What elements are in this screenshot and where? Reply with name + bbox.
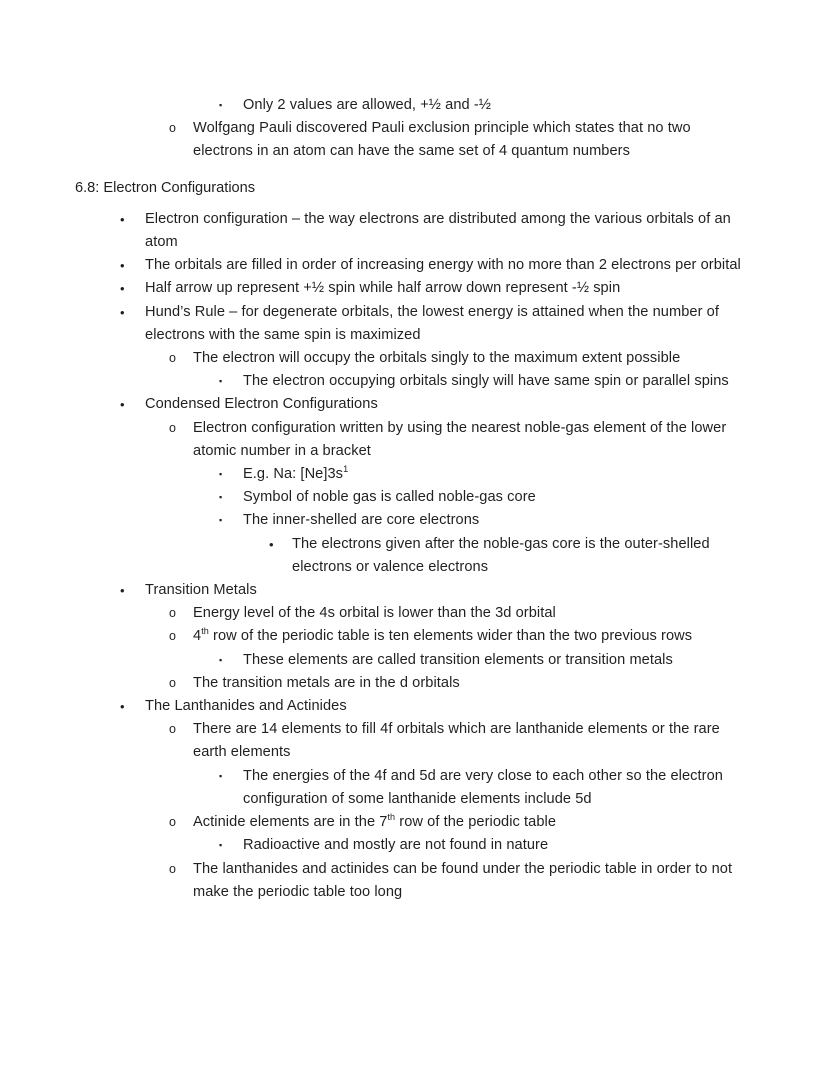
list-item [75,811,753,834]
bullet-square-icon: ▪ [219,376,223,387]
list-item-text: Only 2 values are allowed, +½ and -½ [243,97,492,113]
superscript: 1 [343,464,349,475]
list-item [75,695,753,718]
list-item [75,718,753,764]
list-item-text [193,811,753,834]
list-item [75,649,753,672]
bullet-circle-outline-icon: o [169,722,177,737]
list-item [75,509,753,532]
list-item-text: The lanthanides and actinides can be found under the periodic table in order to not make the periodic table too long [193,860,733,900]
list-item [75,858,753,904]
list-item-text: Half arrow up represent +½ spin while half arrow down represent -½ spin [145,280,621,297]
list-item-text: The inner-shelled are core electrons [243,512,480,529]
text-pre: Actinide elements are in the 7 [193,814,388,831]
list-item-text: Condensed Electron Configurations [145,396,378,413]
document-body [75,94,753,904]
list-item-text [193,625,753,648]
list-item-text: Hund’s Rule – for degenerate orbitals, the lowest energy is attained when the number of electrons with the same spin is maximized [145,303,719,343]
list-item [75,765,753,811]
bullet-dot-icon: • [120,281,125,297]
list-item [75,672,753,695]
text-pre: 4 [193,628,202,645]
bullet-dot-icon: • [120,397,125,413]
bullet-circle-outline-icon: o [169,815,177,830]
list-item [75,117,753,163]
list-item-text: The energies of the 4f and 5d are very close to each other so the electron configuration of some lanthanide elements include 5d [243,767,723,807]
list-item-text: Radioactive and mostly are not found in nature [243,837,549,854]
bullet-square-icon: ▪ [219,515,223,526]
text-post: row of the periodic table is ten elements wider than the two previous rows [208,628,693,645]
list-item [75,254,753,277]
list-item [75,486,753,509]
list-item-text: Energy level of the 4s orbital is lower than the 3d orbital [193,605,556,622]
bullet-dot-icon: • [120,304,125,320]
bullet-square-icon: ▪ [219,492,223,503]
list-item [75,533,753,579]
list-item [75,94,753,117]
list-item-text: The Lanthanides and Actinides [145,698,347,715]
bullet-dot-icon: • [120,211,125,227]
list-item [75,625,753,648]
bullet-square-icon: ▪ [219,469,223,480]
list-item-text: Wolfgang Pauli discovered Pauli exclusion principle which states that no two electrons in an atom can have the same set of 4 quantum numbers [193,120,691,160]
list-item-text: The transition metals are in the d orbitals [193,674,460,691]
bullet-square-icon: ▪ [219,654,223,665]
bullet-dot-icon: • [120,583,125,599]
list-item [75,393,753,416]
bullet-circle-outline-icon: o [169,606,177,621]
superscript: th [387,812,396,823]
list-item-text: The electrons given after the noble-gas core is the outer-shelled electrons or valence electrons [292,535,710,575]
list-item-text: Symbol of noble gas is called noble-gas core [243,489,536,506]
bullet-square-icon: ▪ [219,840,223,851]
list-item [75,208,753,254]
list-item-text: Transition Metals [145,582,257,599]
list-item [75,370,753,393]
spacer [75,200,753,208]
list-item [75,579,753,602]
list-item-text: The electron occupying orbitals singly will have same spin or parallel spins [243,373,729,390]
list-item-text [243,463,753,486]
superscript: th [201,626,209,637]
bullet-circle-outline-icon: o [169,121,177,136]
list-item [75,834,753,857]
bullet-dot-icon: • [269,536,274,552]
bullet-circle-outline-icon: o [169,420,177,435]
bullet-dot-icon: • [120,699,125,715]
bullet-square-icon: ▪ [219,770,223,781]
list-item [75,417,753,463]
list-item [75,277,753,300]
list-item-text: The electron will occupy the orbitals singly to the maximum extent possible [193,350,681,367]
list-item [75,602,753,625]
list-item-text: These elements are called transition elements or transition metals [243,651,673,668]
section-heading: 6.8: Electron Configurations [75,179,256,196]
list-item-text: There are 14 elements to fill 4f orbitals which are lanthanide elements or the rare earth elements [193,721,720,761]
bullet-dot-icon: • [120,258,125,274]
bullet-circle-outline-icon: o [169,861,177,876]
list-item-text: Electron configuration – the way electrons are distributed among the various orbitals of an atom [145,210,731,251]
bullet-circle-outline-icon: o [169,675,177,690]
list-item [75,301,753,347]
bullet-circle-outline-icon: o [169,351,177,366]
bullet-circle-outline-icon: o [169,629,177,644]
bullet-square-icon: ▪ [219,100,223,110]
list-item [75,347,753,370]
spacer [75,164,753,177]
text-pre: E.g. Na: [Ne]3s [243,466,344,483]
list-item [75,463,753,486]
list-item-text: The orbitals are filled in order of increasing energy with no more than 2 electrons per orbital [145,257,741,274]
list-item-text: Electron configuration written by using the nearest noble-gas element of the lower atomic number in a bracket [193,419,727,459]
text-post: row of the periodic table [395,814,557,831]
